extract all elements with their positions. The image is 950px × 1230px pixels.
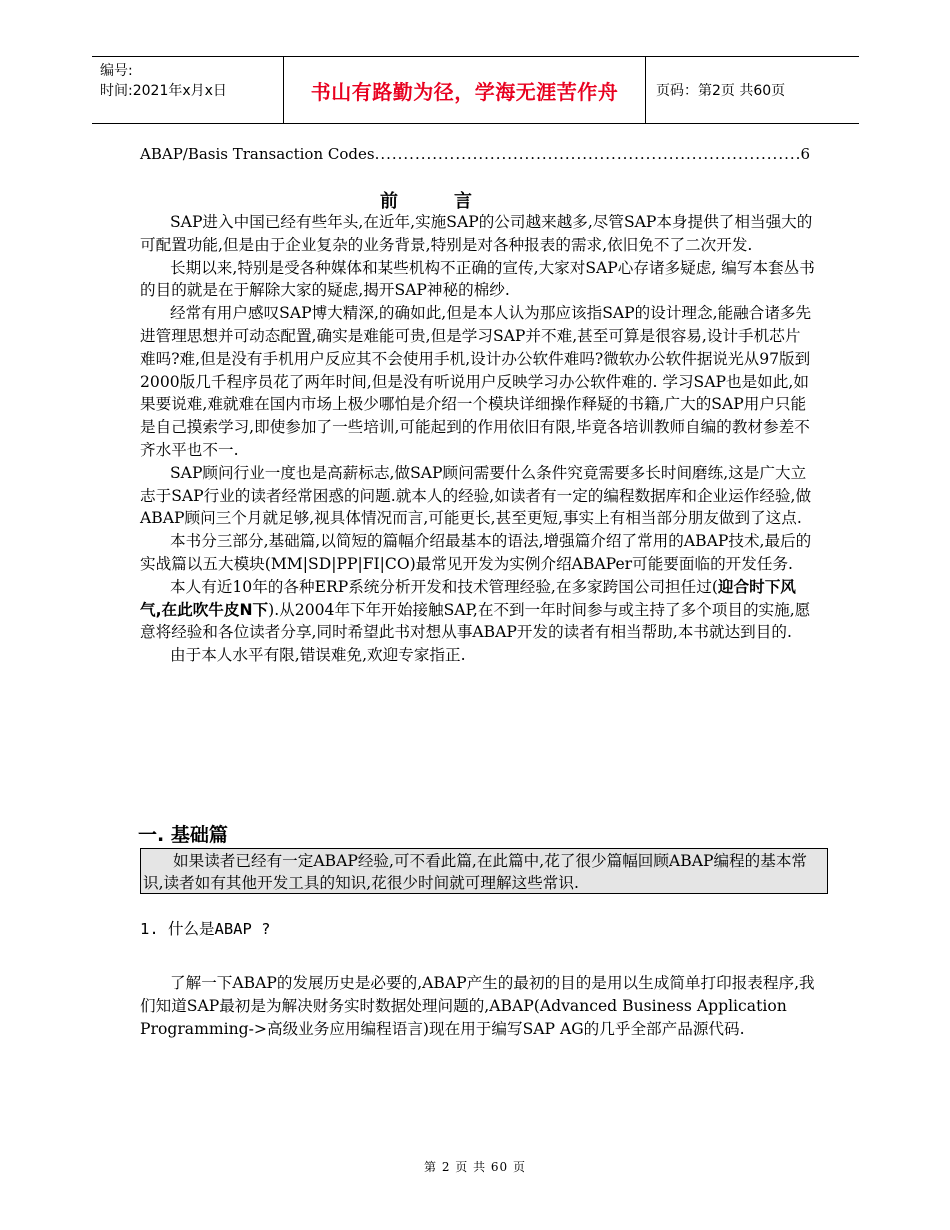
toc-leader-dots bbox=[375, 145, 801, 163]
header-meta bbox=[92, 57, 284, 123]
subsection-paragraph: 了解一下ABAP的发展历史是必要的,ABAP产生的最初的目的是用以生成简单打印报表程序,我们知道SAP最初是为解决财务实时数据处理问题的,ABAP(Advanced Business Application Programming->高级业务应用编程语言)现在用于编写SAP AG的几乎全部产品源代码. bbox=[140, 974, 815, 1038]
header-number-label: 编号: bbox=[100, 63, 133, 79]
header-time-label: 时间:2021年x月x日 bbox=[100, 83, 227, 99]
header-motto: 书山有路勤为径，学海无涯苦作舟 bbox=[284, 57, 646, 123]
section-note-box bbox=[140, 848, 828, 894]
header-page-label: 页码：第2页 共60页 bbox=[656, 83, 786, 99]
toc-entry-title: ABAP/Basis Transaction Codes bbox=[140, 145, 375, 163]
preface-paragraph: SAP顾问行业一度也是高薪标志,做SAP顾问需要什么条件究竟需要多长时间磨练,这是广大立志于SAP行业的读者经常困惑的问题.就本人的经验,如读者有一定的编程数据库和企业运作经验,做ABAP顾问三个月就足够,视具体情况而言,可能更长,甚至更短,事实上有相当部分朋友做到了这点. bbox=[140, 463, 812, 528]
preface-paragraph: SAP进入中国已经有些年头,在近年,实施SAP的公司越来越多,尽管SAP本身提供了相当强大的可配置功能,但是由于企业复杂的业务背景,特别是对各种报表的需求,依旧免不了二次开发. bbox=[140, 213, 813, 254]
preface-paragraph-experience: 本人有近10年的各种ERP系统分析开发和技术管理经验,在多家跨国公司担任过(迎合时下风气,在此吹牛皮N下).从2004年下年开始接触SAP,在不到一年时间参与或主持了多个项目的实施,愿意将经验和各位读者分享,同时希望此书对想从事ABAP开发的读者有相当帮助,本书就达到目的. bbox=[140, 577, 811, 642]
toc-entry-page: 6 bbox=[800, 145, 810, 163]
page-footer: 第 2 页 共 60 页 bbox=[424, 1160, 526, 1174]
page-header bbox=[92, 56, 859, 124]
bold-aside: 迎合时下风气,在此吹牛皮N下 bbox=[140, 577, 796, 619]
preface-paragraph: 长期以来,特别是受各种媒体和某些机构不正确的宣传,大家对SAP心存诸多疑虑, 编写本套丛书的目的就是在于解除大家的疑虑,揭开SAP神秘的棉纱. bbox=[140, 258, 815, 300]
section-note-text: 如果读者已经有一定ABAP经验,可不看此篇,在此篇中,花了很少篇幅回顾ABAP编程的基本常识,读者如有其他开发工具的知识,花很少时间就可理解这些常识. bbox=[143, 852, 808, 892]
preface-paragraph: 经常有用户感叹SAP博大精深,的确如此,但是本人认为那应该指SAP的设计理念,能融合诸多先进管理思想并可动态配置,确实是难能可贵,但是学习SAP并不难,甚至可算是很容易,设计手机芯片难吗?难,但是没有手机用户反应其不会使用手机,设计办公软件难吗?微软办公软件据说光从97版到2000版几千程序员花了两年时间,但是没有听说用户反映学习办公软件难的. 学习SAP也是如此,如果要说难,难就难在国内市场上极少哪怕是介绍一个模块详细操作释疑的书籍,广大的SAP用户只能是自己摸索学习,即使参加了一些培训,可能起到的作用依旧有限,毕竟各培训教师自编的教材参差不齐水平也不一. bbox=[140, 304, 812, 459]
preface-closing: 由于本人水平有限,错误难免,欢迎专家指正. bbox=[170, 646, 466, 665]
preface-body bbox=[140, 211, 815, 667]
toc-entry[interactable] bbox=[140, 145, 810, 163]
subsection-heading-what-is-abap: 1. 什么是ABAP ? bbox=[140, 920, 271, 938]
preface-paragraph: 本书分三部分,基础篇,以简短的篇幅介绍最基本的语法,增强篇介绍了常用的ABAP技术,最后的实战篇以五大模块(MM|SD|PP|FI|CO)最常见开发为实例介绍ABAPer可能要面临的开发任务. bbox=[140, 532, 812, 573]
subsection-body bbox=[140, 972, 815, 1040]
preface-title: 前言 bbox=[380, 191, 528, 212]
section-heading-basics: 一. 基础篇 bbox=[138, 824, 228, 846]
